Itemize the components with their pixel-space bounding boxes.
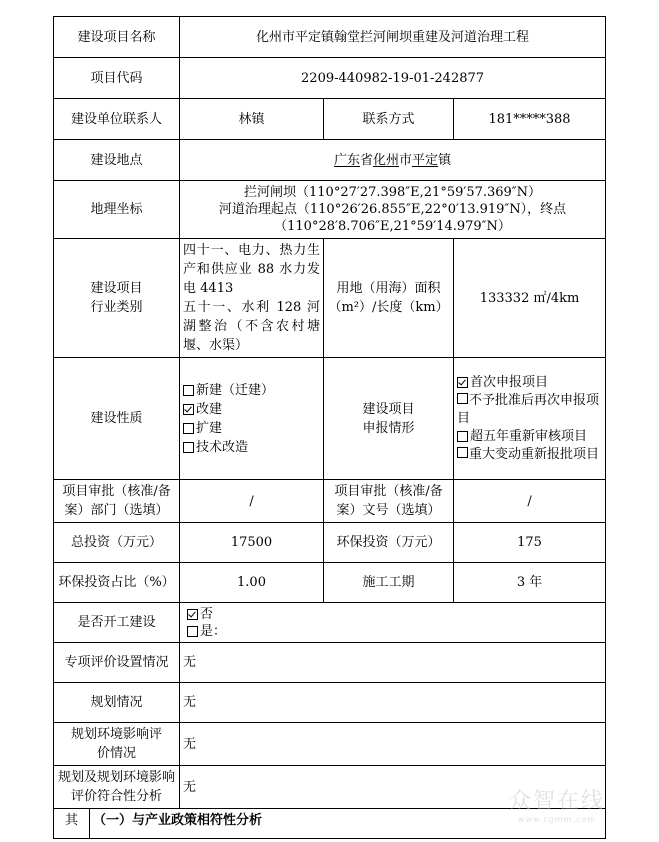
- nature-label: 建设性质: [54, 358, 180, 480]
- checkbox-icon: [183, 442, 194, 453]
- nature-option-label: 新建（迁建）: [196, 382, 275, 398]
- location-town-suffix: 镇: [438, 152, 452, 168]
- env-invest-label: 环保投资（万元）: [324, 523, 454, 563]
- conformity-value: 无: [180, 766, 606, 809]
- nature-options: [180, 358, 324, 480]
- location-city: 化州: [373, 152, 400, 168]
- area-value: 133332 ㎡/4km: [454, 239, 606, 358]
- coordinates-river-end: （110°28′8.706″E,21°59′14.979″N）: [274, 219, 511, 234]
- declare-option-label: 不予批准后再次申报项目: [457, 392, 600, 426]
- special-eval-value: 无: [180, 643, 606, 683]
- env-ratio-label: 环保投资占比（%）: [54, 563, 180, 603]
- contact-label: 建设单位联系人: [54, 99, 180, 140]
- nature-option-label: 改建: [196, 401, 223, 417]
- declare-label-line1: 建设项目: [362, 401, 415, 417]
- row-nature: [54, 358, 606, 480]
- project-code-value: 2209-440982-19-01-242877: [180, 58, 606, 99]
- started-options: [180, 603, 606, 643]
- location-province: 广东: [333, 152, 360, 168]
- period-label: 施工工期: [324, 563, 454, 603]
- declare-label: [324, 358, 454, 480]
- row-ratio: [54, 563, 606, 603]
- declare-option-label: 超五年重新审核项目: [470, 428, 588, 444]
- area-label: 用地（用海）面积（m²）/长度（km）: [324, 239, 454, 358]
- row-industry: [54, 239, 606, 358]
- industry-label-line2: 行业类别: [90, 300, 143, 315]
- approval-dept-label: 项目审批（核准/备案）部门（选填）: [54, 480, 180, 523]
- planning-value: 无: [180, 683, 606, 723]
- nature-option-rebuild[interactable]: [183, 400, 320, 419]
- row-started: [54, 603, 606, 643]
- project-name-label: 建设项目名称: [54, 17, 180, 58]
- industry-label-line1: 建设项目: [90, 281, 143, 296]
- contact-value: 林镇: [180, 99, 324, 140]
- started-option-label: 否: [200, 606, 214, 622]
- watermark-url: www.cgmm.com: [517, 815, 597, 824]
- total-invest-value: 17500: [180, 523, 324, 563]
- env-ratio-value: 1.00: [180, 563, 324, 603]
- declare-option-five-year[interactable]: [457, 428, 602, 446]
- row-approval: [54, 480, 606, 523]
- total-invest-label: 总投资（万元）: [54, 523, 180, 563]
- nature-option-tech[interactable]: [183, 438, 320, 457]
- declare-option-first[interactable]: [457, 374, 602, 392]
- watermark-logo: [509, 784, 605, 824]
- checkbox-checked-icon: [183, 404, 194, 415]
- location-city-suffix: 市: [399, 152, 413, 168]
- industry-label: [54, 239, 180, 358]
- declare-option-label: 重大变动重新报批项目: [469, 446, 600, 462]
- started-option-no[interactable]: [183, 606, 602, 623]
- declare-option-label: 首次申报项目: [470, 374, 549, 390]
- section-heading: （一）与产业政策相符性分析: [90, 809, 606, 839]
- industry-category-hydro: 四十一、电力、热力生产和供应业 88 水力发电 4413: [183, 243, 321, 296]
- coordinates-label: 地理坐标: [54, 181, 180, 239]
- declare-options: [454, 358, 606, 480]
- approval-doc-value: /: [454, 480, 606, 523]
- watermark-text: 众智在线: [508, 789, 605, 814]
- location-label: 建设地点: [54, 140, 180, 181]
- phone-label: 联系方式: [324, 99, 454, 140]
- planning-env-label: 规划环境影响评价情况: [54, 723, 180, 766]
- row-project-name: [54, 17, 606, 58]
- project-code-label: 项目代码: [54, 58, 180, 99]
- other-label: 其: [54, 809, 90, 839]
- location-town: 平定: [412, 152, 439, 168]
- industry-value: [180, 239, 324, 358]
- coordinates-value: [180, 181, 606, 239]
- checkbox-icon: [457, 431, 468, 442]
- coordinates-river-start: 河道治理起点（110°26′26.855″E,22°0′13.919″N），终点: [218, 202, 567, 217]
- checkbox-icon: [187, 626, 198, 637]
- row-contact: [54, 99, 606, 140]
- env-invest-value: 175: [454, 523, 606, 563]
- checkbox-checked-icon: [187, 609, 198, 620]
- declare-option-major-change[interactable]: [457, 446, 602, 464]
- started-option-label: 是：: [200, 623, 227, 639]
- planning-label: 规划情况: [54, 683, 180, 723]
- declare-label-line2: 申报情形: [362, 420, 415, 436]
- coordinates-dam: 拦河闸坝（110°27′27.398″E,21°59′57.369″N）: [244, 185, 542, 200]
- special-eval-label: 专项评价设置情况: [54, 643, 180, 683]
- row-planning: [54, 683, 606, 723]
- row-location: [54, 140, 606, 181]
- location-province-suffix: 省: [360, 152, 374, 168]
- row-investment: [54, 523, 606, 563]
- phone-value: 181*****388: [454, 99, 606, 140]
- declare-option-resubmit[interactable]: [457, 392, 602, 428]
- checkbox-icon: [183, 423, 194, 434]
- planning-env-value: 无: [180, 723, 606, 766]
- row-special-eval: [54, 643, 606, 683]
- project-info-table: [53, 16, 606, 839]
- conformity-label: 规划及规划环境影响评价符合性分析: [54, 766, 180, 809]
- location-value: [180, 140, 606, 181]
- started-option-yes[interactable]: [183, 623, 602, 640]
- approval-doc-label: 项目审批（核准/备案）文号（选填）: [324, 480, 454, 523]
- project-name-value: 化州市平定镇翰堂拦河闸坝重建及河道治理工程: [180, 17, 606, 58]
- nature-option-expand[interactable]: [183, 419, 320, 438]
- period-value: 3 年: [454, 563, 606, 603]
- nature-option-new[interactable]: [183, 381, 320, 400]
- nature-option-label: 技术改造: [196, 439, 249, 455]
- row-project-code: [54, 58, 606, 99]
- checkbox-icon: [457, 447, 468, 458]
- approval-dept-value: /: [180, 480, 324, 523]
- nature-option-label: 扩建: [196, 420, 223, 436]
- industry-category-river: 五十一、水利 128 河湖整治（不含农村塘堰、水渠）: [183, 300, 321, 353]
- checkbox-checked-icon: [457, 377, 468, 388]
- checkbox-icon: [183, 385, 194, 396]
- started-label: 是否开工建设: [54, 603, 180, 643]
- checkbox-icon: [457, 393, 468, 404]
- row-coordinates: [54, 181, 606, 239]
- row-planning-env: [54, 723, 606, 766]
